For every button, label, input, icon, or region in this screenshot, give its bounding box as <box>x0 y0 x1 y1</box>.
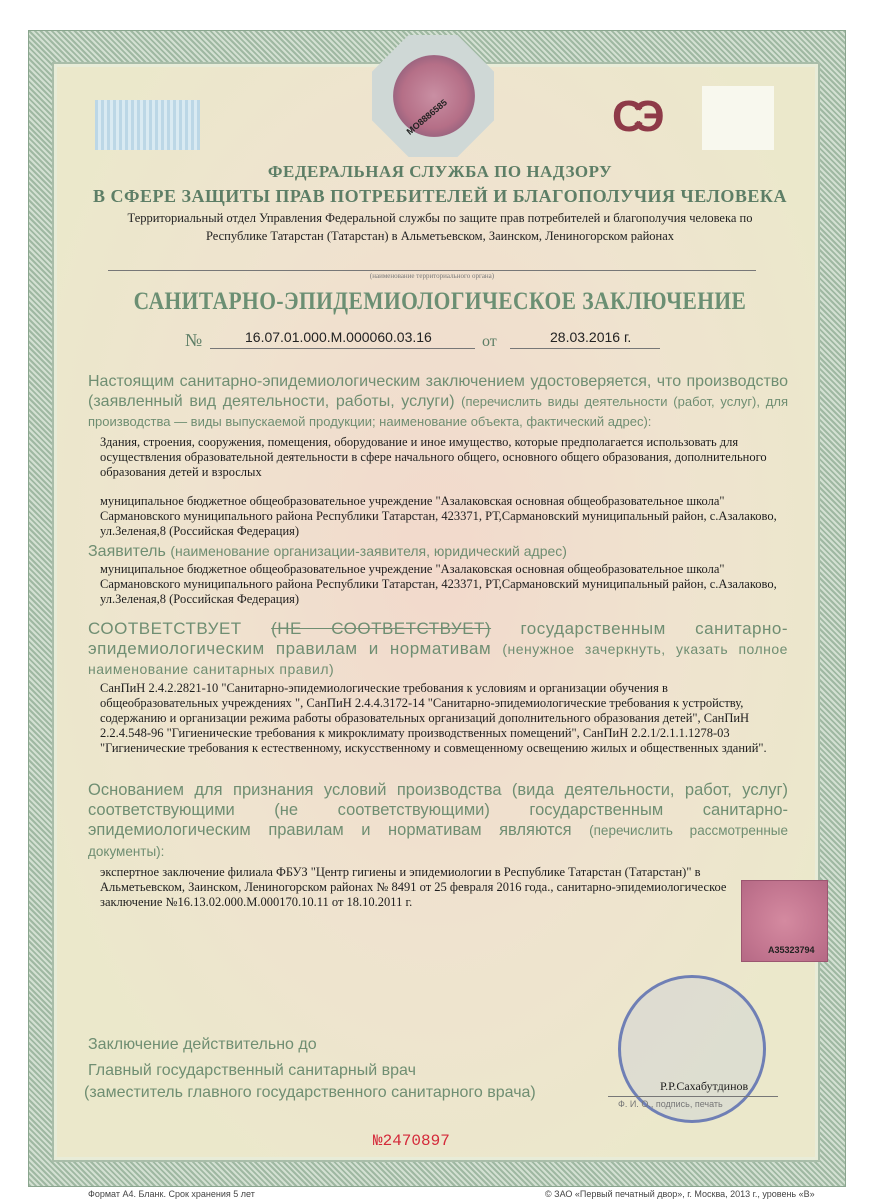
header-line2: В СФЕРЕ ЗАЩИТЫ ПРАВ ПОТРЕБИТЕЛЕЙ И БЛАГОПОЛУЧИЯ ЧЕЛОВЕКА <box>93 186 787 206</box>
conformity-rest: государственным санитарно-эпидемиологическим правилам и нормативам <box>88 619 788 658</box>
certify-hint: (перечислить виды деятельности (работ, услуг), для производства — виды выпускаемой продукции; наименование объекта, фактический адрес): <box>88 394 788 429</box>
signature-line <box>608 1096 778 1097</box>
hologram-sticker-serial: А35323794 <box>768 945 815 955</box>
valid-until-label: Заключение действительно до <box>88 1036 317 1053</box>
footer-format: Формат А4. Бланк. Срок хранения 5 лет <box>88 1189 255 1199</box>
activity-text: Здания, строения, сооружения, помещения, оборудование и иное имущество, которые предполагается использовать для осуществления образовательной деятельности в сфере начального общего, основного общего образования, дополнительного образования детей и взрослых <box>100 435 767 479</box>
signer-title: Главный государственный санитарный врач <box>88 1062 416 1079</box>
basis-hint: (перечислить рассмотренные документы): <box>88 823 789 859</box>
date-underline <box>510 348 660 349</box>
se-logo: СЭ <box>612 92 655 141</box>
org-caption: (наименование территориального органа) <box>369 272 495 280</box>
conformity-struck: (НЕ СООТВЕТСТВУЕТ) <box>271 619 492 638</box>
object-text: муниципальное бюджетное общеобразовательное учреждение "Азалаковская основная общеобразовательное школа" Сармановского муниципального района Республики Татарстан, 423371, РТ,Сармановский муниципальный район, с.Азалаково, ул.Зеленая,8 (Российская Федерация) <box>100 494 777 538</box>
basis-section <box>88 780 788 862</box>
certificate-number: 16.07.01.000.М.000060.03.16 <box>245 329 432 345</box>
number-underline <box>210 348 475 349</box>
applicant-section <box>88 541 788 562</box>
sanitary-rules-text: СанПиН 2.4.2.2821-10 "Санитарно-эпидемиологические требования к условиям и организации обучения в общеобразовательных учреждениях ", СанПиН 2.4.4.3172-14 "Санитарно-эпидемиологические требования к устройству, содержанию и организации режима работы образовательных организаций дополнительного образования детей", СанПиН 2.2.4.548-96 "Гигиенические требования к микроклимату производственных помещений", СанПиН 2.2.1/2.1.1.1278-03 "Гигиенические требования к естественному, искусственному и совмещенному освещению жилых и общественных зданий". <box>100 681 767 755</box>
header-line1: ФЕДЕРАЛЬНАЯ СЛУЖБА ПО НАДЗОРУ <box>267 162 613 181</box>
main-content <box>88 372 788 910</box>
signer-title-deputy: (заместитель главного государственного санитарного врача) <box>84 1084 536 1101</box>
applicant-hint: (наименование организации-заявителя, юридический адрес) <box>170 543 567 559</box>
basis-intro: Основанием для признания условий производства (вида деятельности, работ, услуг) соответствующими (не соответствующими) государственным санитарно-эпидемиологическим правилам и нормативам являются <box>88 781 788 839</box>
date-label: от <box>482 333 497 350</box>
basis-documents-text: экспертное заключение филиала ФБУЗ "Центр гигиены и эпидемиологии в Республике Татарстан (Татарстан)" в Альметьевском, Заинском, Лениногорском районах № 8491 от 25 февраля 2016 года., санитарно-эпидемиологическое заключение №16.13.02.000.М.000170.10.11 от 18.10.2011 г. <box>100 865 727 909</box>
security-patch <box>95 100 200 150</box>
hologram-seal-icon <box>393 55 475 137</box>
applicant-label: Заявитель <box>88 543 166 560</box>
certificate-date: 28.03.2016 г. <box>550 329 632 345</box>
conformity-hint: (ненужное зачеркнуть, указать полное наименование санитарных правил) <box>88 641 788 677</box>
blank-serial-number: №2470897 <box>373 1132 450 1150</box>
org-line2: Республике Татарстан (Татарстан) в Альметьевском, Заинском, Лениногорском районах <box>205 229 674 243</box>
certify-section <box>88 372 788 432</box>
certify-intro: Настоящим санитарно-эпидемиологическим заключением удостоверяется, что производство (заявленный вид деятельности, работы, услуги) <box>88 373 788 410</box>
conformity-section <box>88 619 788 679</box>
org-underline <box>108 270 756 271</box>
number-label: № <box>185 330 203 350</box>
signature-caption: Ф. И. О., подпись, печать <box>618 1099 723 1109</box>
signer-name: Р.Р.Сахабутдинов <box>660 1079 749 1093</box>
footer-printer: © ЗАО «Первый печатный двор», г. Москва, 2013 г., уровень «В» <box>545 1189 815 1199</box>
blank-patch <box>702 86 774 150</box>
org-line1: Территориальный отдел Управления Федеральной службы по защите прав потребителей и благополучия человека по <box>127 211 753 225</box>
conformity-word: СООТВЕТСТВУЕТ <box>88 619 242 638</box>
document-title: САНИТАРНО-ЭПИДЕМИОЛОГИЧЕСКОЕ ЗАКЛЮЧЕНИЕ <box>133 288 747 315</box>
hologram-serial: МО8886585 <box>404 97 449 137</box>
applicant-text: муниципальное бюджетное общеобразовательное учреждение "Азалаковская основная общеобразовательное школа" Сармановского муниципального района Республики Татарстан, 423371, РТ,Сармановский муниципальный район, с.Азалаково, ул.Зеленая,8 (Российская Федерация) <box>100 562 777 606</box>
